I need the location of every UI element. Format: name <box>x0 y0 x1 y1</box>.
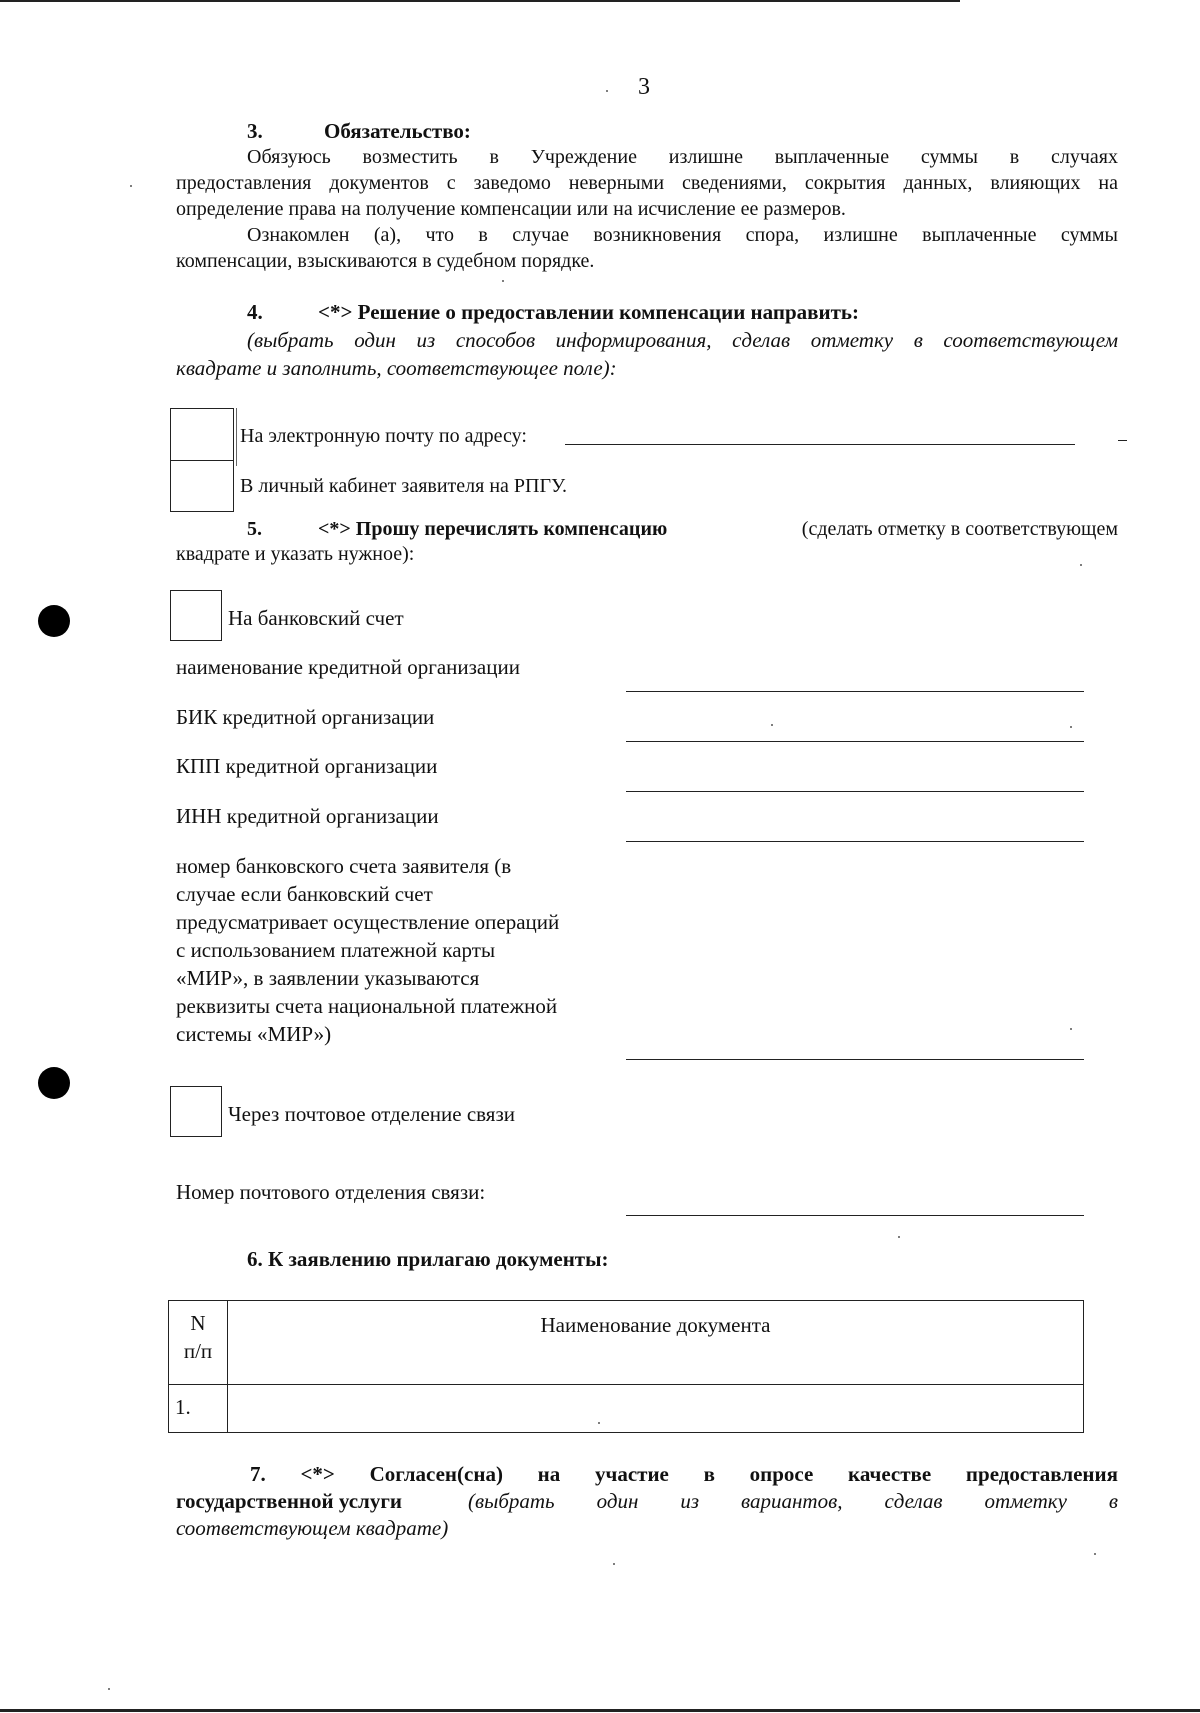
bank-name-field[interactable] <box>626 691 1084 692</box>
punch-hole-upper <box>38 605 70 637</box>
row-document-name-cell[interactable] <box>228 1385 1084 1433</box>
inn-field[interactable] <box>626 841 1084 842</box>
section-5-title-rest: (сделать отметку в соответствующем <box>801 518 1118 540</box>
section-7-line2 <box>176 1487 1118 1515</box>
section-3-para1-line1: Обязуюсь возместить в Учреждение излишне выплаченные суммы в случаях <box>247 146 1118 168</box>
cabinet-option-label: В личный кабинет заявителя на РПГУ. <box>240 475 567 497</box>
section-7-service-label: государственной услуги <box>176 1489 402 1513</box>
section-5-heading-line2: квадрате и указать нужное): <box>176 543 415 565</box>
email-address-field[interactable] <box>565 444 1075 445</box>
section-3-title: Обязательство: <box>324 119 471 143</box>
section-7-line1: 7. <*> Согласен(сна) на участие в опросе качестве предоставления <box>250 1462 1118 1486</box>
section-7-instruction: (выбрать один из вариантов, сделав отметку в <box>468 1489 1118 1513</box>
section-3-para1-line2: предоставления документов с заведомо неверными сведениями, сокрытия данных, влияющих на <box>176 172 1118 194</box>
table-row <box>169 1385 1084 1433</box>
column-header-name: Наименование документа <box>228 1301 1084 1385</box>
account-number-field[interactable] <box>626 1059 1084 1060</box>
section-6-title: 6. К заявлению прилагаю документы: <box>247 1247 609 1271</box>
page-number: 3 <box>638 74 650 100</box>
section-4-number: 4. <box>247 300 263 324</box>
account-label-line: реквизиты счета национальной платежной <box>176 994 558 1018</box>
scan-speck <box>1094 1553 1096 1555</box>
email-option-label: На электронную почту по адресу: <box>240 425 527 447</box>
column-header-number-l1: N <box>190 1311 206 1335</box>
documents-table <box>168 1300 1084 1433</box>
bank-name-label: наименование кредитной организации <box>176 655 520 679</box>
checkbox-edge-mark <box>236 408 237 466</box>
scan-speck <box>1080 564 1082 566</box>
account-label-line: с использованием платежной карты <box>176 938 496 962</box>
scan-speck <box>898 1236 900 1238</box>
section-4-title: <*> Решение о предоставлении компенсации направить: <box>318 300 860 324</box>
account-label-line: предусматривает осуществление операций <box>176 910 560 934</box>
kpp-label: КПП кредитной организации <box>176 754 438 778</box>
scan-speck <box>598 1422 600 1424</box>
account-label-line: случае если банковский счет <box>176 882 433 906</box>
section-7-line3: соответствующем квадрате) <box>176 1516 449 1540</box>
section-5-number: 5. <box>247 518 262 540</box>
margin-dash <box>1118 440 1127 441</box>
bank-account-option-label: На банковский счет <box>228 606 404 630</box>
section-4-note-line1: (выбрать один из способов информирования, сделав отметку в соответствующем <box>247 328 1118 352</box>
table-header-row <box>169 1301 1084 1385</box>
section-4-note-line2: квадрате и заполнить, соответствующее поле): <box>176 356 617 380</box>
scan-edge-top <box>0 0 960 2</box>
kpp-field[interactable] <box>626 791 1084 792</box>
account-label-line: «МИР», в заявлении указываются <box>176 966 480 990</box>
section-3-para2-line2: компенсации, взыскиваются в судебном порядке. <box>176 250 595 272</box>
scan-speck <box>130 185 132 187</box>
section-3-para1-line3: определение права на получение компенсации или на исчисление ее размеров. <box>176 198 846 220</box>
email-option-checkbox[interactable] <box>171 409 233 459</box>
inn-label: ИНН кредитной организации <box>176 804 439 828</box>
punch-hole-lower <box>38 1067 70 1099</box>
scan-speck <box>108 1688 110 1690</box>
bik-field[interactable] <box>626 741 1084 742</box>
bank-account-checkbox[interactable] <box>170 590 222 641</box>
scan-speck <box>771 724 773 726</box>
account-number-label <box>176 852 559 1048</box>
account-label-line: номер банковского счета заявителя (в <box>176 854 512 878</box>
section-3-number: 3. <box>247 119 263 143</box>
scan-speck <box>613 1563 615 1565</box>
section-3-para2-line1: Ознакомлен (а), что в случае возникновения спора, излишне выплаченные суммы <box>247 224 1118 246</box>
account-label-line: системы «МИР») <box>176 1022 332 1046</box>
scan-speck <box>1070 726 1072 728</box>
post-office-checkbox[interactable] <box>170 1086 222 1137</box>
scan-speck <box>606 90 608 92</box>
section-5-title: <*> Прошу перечислять компенсацию <box>318 518 668 540</box>
scan-speck <box>502 280 504 282</box>
scan-speck <box>1070 1028 1072 1030</box>
post-office-option-label: Через почтовое отделение связи <box>228 1102 515 1126</box>
row-number-cell: 1. <box>169 1385 228 1433</box>
post-office-number-field[interactable] <box>626 1215 1084 1216</box>
post-office-number-label: Номер почтового отделения связи: <box>176 1180 486 1204</box>
checkbox-divider <box>170 460 234 461</box>
bik-label: БИК кредитной организации <box>176 705 435 729</box>
section-5-heading-line1 <box>318 516 1118 542</box>
column-header-number-l2: п/п <box>183 1339 213 1363</box>
column-header-number <box>169 1301 228 1385</box>
scan-edge-bottom <box>0 1709 1200 1712</box>
cabinet-option-checkbox[interactable] <box>171 462 233 511</box>
